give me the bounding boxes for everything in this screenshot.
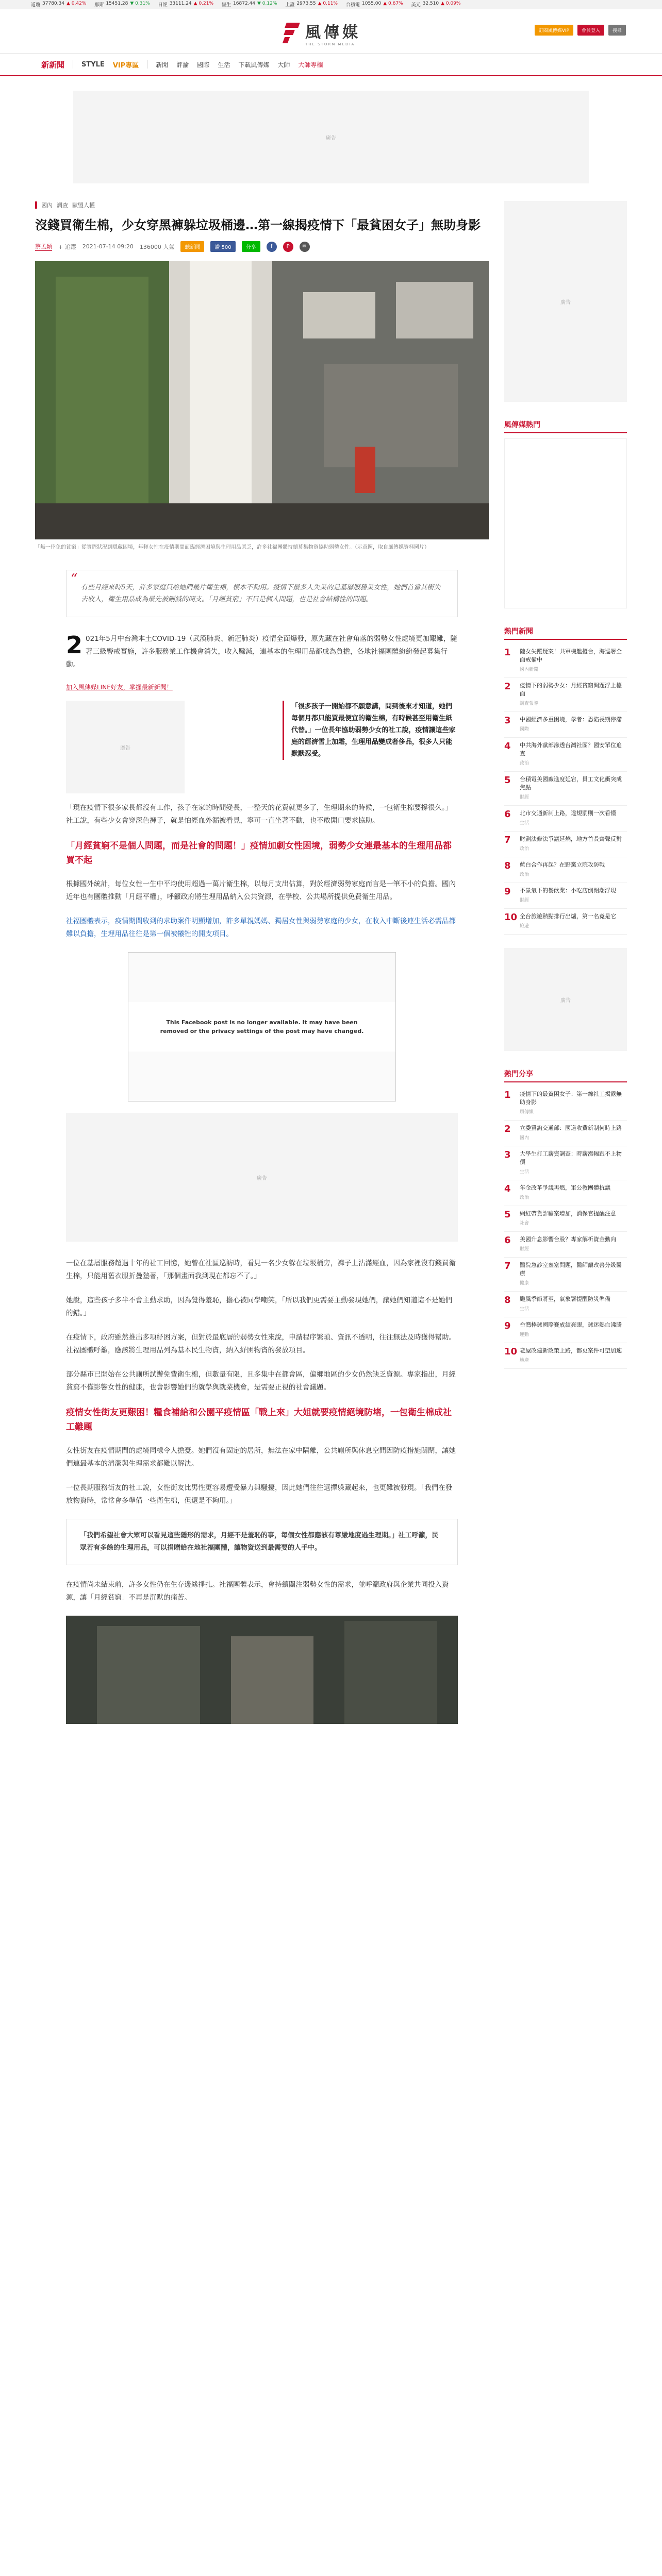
sidebar-heading: 熱門分享 [504, 1069, 627, 1082]
list-item[interactable]: 9 台灣棒球國際賽成績亮眼，球迷熱血沸騰 運動 [504, 1317, 627, 1343]
paragraph: 在疫情下，政府雖然推出多項紓困方案，但對於最底層的弱勢女性來說，申請程序繁瑣、資訊不透明，往往無法及時獲得幫助。社福團體呼籲，應該將生理用品列為基本民生物資，納入紓困物資的發放項目。 [66, 1333, 456, 1354]
facebook-icon[interactable]: f [267, 242, 277, 252]
list-item[interactable]: 10 全台旅遊熱點排行出爐，第一名竟是它 旅遊 [504, 909, 627, 935]
list-item[interactable]: 9 不景氣下的餐飲業：小吃店倒閉潮浮現 財經 [504, 883, 627, 909]
ticker-item[interactable]: 台積電 1055.00 ▲ 0.67% [345, 1, 403, 8]
alley-photo [35, 261, 489, 539]
list-item[interactable]: 6 北市交通新制上路，違規罰則一次看懂 生活 [504, 806, 627, 832]
list-item[interactable]: 7 醫院急診室壅塞問題，醫師籲改善分級醫療 健康 [504, 1258, 627, 1292]
nav-brand-vip[interactable]: VIP專區 [112, 61, 139, 70]
list-item[interactable]: 4 中共海外黨部滲透台灣社團？國安單位追查 政治 [504, 738, 627, 772]
list-item[interactable]: 6 美國升息影響台股？專家解析資金動向 財經 [504, 1232, 627, 1258]
hot-share-list [504, 1087, 627, 1369]
vip-subscribe-button[interactable]: 訂閱風傳媒VIP [535, 25, 573, 36]
list-item[interactable]: 5 網紅帶貨詐騙案增加，消保官提醒注意 社會 [504, 1206, 627, 1232]
breadcrumb-item[interactable]: 調查 [57, 202, 68, 209]
email-icon[interactable]: ✉ [300, 242, 310, 252]
paragraph: 社福團體表示，疫情期間收到的求助案件明顯增加，許多單親媽媽、獨居女性與弱勢家庭的少女，在收入中斷後連生活必需品都難以負擔，生理用品往往是第一個被犧牲的開支項目。 [66, 917, 456, 938]
listen-button[interactable]: 聽新聞 [180, 241, 204, 252]
street-photo [66, 1616, 458, 1724]
list-item[interactable]: 2 立委質詢交通部：國道收費新制何時上路 國內 [504, 1121, 627, 1146]
list-item[interactable]: 3 大學生打工薪資調查：時薪漲幅跟不上物價 生活 [504, 1146, 627, 1180]
paragraph: 在疫情尚未結束前，許多女性仍在生存邊緣掙扎。社福團體表示，會持續關注弱勢女性的需求，並呼籲政府與企業共同投入資源，讓「月經貧窮」不再是沉默的痛苦。 [66, 1581, 449, 1602]
breadcrumb-item[interactable]: 國內 [41, 202, 53, 209]
article [35, 201, 489, 1724]
list-item[interactable]: 1 疫情下的最貧困女子：第一線社工揭露無助身影 風傳媒 [504, 1087, 627, 1121]
logo-subtext: THE STORM MEDIA [305, 42, 355, 46]
storm-logo-icon [284, 22, 301, 44]
hero-image [35, 261, 489, 539]
highlight-box: 「我們希望社會大眾可以看見這些隱形的需求，月經不是羞恥的事，每個女性都應該有尊嚴地度過生理期。」社工呼籲，民眾若有多餘的生理用品，可以捐贈給在地社福團體，讓物資送到最需要的人手中。 [66, 1519, 458, 1565]
search-button[interactable]: 搜尋 [608, 25, 626, 36]
view-count: 136000 人氣 [139, 243, 175, 250]
nav-item-life[interactable]: 生活 [218, 61, 230, 69]
embed-unavailable-message: This Facebook post is no longer available. It may have been removed or the privacy settings of the post may have changed. [160, 1019, 364, 1035]
pinterest-icon[interactable]: P [283, 242, 293, 252]
ticker-item[interactable]: 道瓊 37780.34 ▲ 0.42% [31, 1, 87, 8]
article-title: 沒錢買衛生棉，少女穿黑褲躲垃圾桶邊…第一線揭疫情下「最貧困女子」無助身影 [35, 218, 481, 232]
ticker-item[interactable]: 恆生 16872.44 ▼ 0.12% [222, 1, 277, 8]
list-item[interactable]: 5 台積電美國廠進度延宕，員工文化衝突成焦點 財經 [504, 772, 627, 806]
inline-ad[interactable]: 廣告 [66, 701, 185, 793]
ticker-item[interactable]: 上證 2973.55 ▲ 0.11% [285, 1, 338, 8]
nav-item-news[interactable]: 新聞 [156, 61, 169, 69]
publish-date: 2021-07-14 09:20 [82, 243, 134, 250]
ticker-item[interactable]: 那斯 15451.28 ▼ 0.31% [94, 1, 150, 8]
paragraph: 「現在疫情下很多家長都沒有工作，孩子在家的時間變長，一整天的花費就更多了，生理期來的時候，一包衛生棉要撐很久。」社工說，有些少女會穿深色褲子，就是怕經血外漏被看見，寧可一直坐著不動，也不敢開口要求協助。 [66, 804, 453, 825]
paragraph: 女性街友在疫情期間的處境同樣令人擔憂。她們沒有固定的居所，無法在家中隔離，公共廁所與休息空間因防疫措施關閉，讓她們連最基本的清潔與生理需求都難以解決。 [66, 1447, 456, 1468]
article-body [66, 633, 458, 1724]
nav-brand-newnews[interactable]: 新新聞 [41, 60, 65, 70]
paragraph: 一位長期服務街友的社工說，女性街友比男性更容易遭受暴力與騷擾，因此她們往往選擇躲藏起來，也更難被發現。「我們在發放物資時，常常會多準備一些衛生棉，但還是不夠用。」 [66, 1484, 453, 1505]
mid-article-ad[interactable]: 廣告 [66, 1113, 458, 1242]
top-ad-banner[interactable]: 廣告 [73, 91, 589, 183]
article-summary: “ 有些月經來時5天，許多家庭只給她們幾片衛生棉，根本不夠用。疫情下最多人失業的是基層服務業女性，她們首當其衝失去收入，衛生用品成為最先被刪減的開支。「月經貧窮」不只是個人問題，也是社會結構性的問題。 [66, 570, 458, 617]
list-item[interactable]: 10 老屋改建新政策上路，都更案件可望加速 地產 [504, 1343, 627, 1369]
fb-like-button[interactable]: 讚 500 [210, 241, 235, 252]
nav-item-download[interactable]: 下載風傳媒 [238, 61, 270, 69]
list-item[interactable]: 8 颱風季節將至，氣象署提醒防災準備 生活 [504, 1292, 627, 1317]
member-login-button[interactable]: 會員登入 [577, 25, 604, 36]
line-follow-link[interactable]: 加入風傳媒LINE好友，掌握最新新聞！ [66, 684, 173, 691]
sidebar-heading: 風傳媒熱門 [504, 419, 627, 433]
hero-caption: 「無一倖免的貧窮」從實際狀況到隱藏困境，年輕女性在疫情期間面臨經濟困境與生理用品匱乏，許多社福團體持續募集物資協助弱勢女性。（示意圖，取自風傳媒資料圖片） [35, 545, 429, 550]
sidebar-heading: 熱門新聞 [504, 626, 627, 640]
hot-news-list [504, 644, 627, 935]
paragraph: 一位在基層服務超過十年的社工回憶，她曾在社區巡訪時，看見一名少女躲在垃圾桶旁，褲子上沾滿經血，因為家裡沒有錢買衛生棉，只能用舊衣服折疊墊著，「那個畫面我到現在都忘不了。」 [66, 1259, 456, 1280]
line-share-button[interactable]: 分享 [242, 241, 260, 252]
list-item[interactable]: 7 財劃法修法爭議延燒，地方首長齊聲反對 政治 [504, 832, 627, 857]
author-link[interactable]: 蔡孟穎 [35, 243, 52, 250]
list-item[interactable]: 4 年金改革爭議再燃，軍公教團體抗議 政治 [504, 1180, 627, 1206]
list-item[interactable]: 3 中國經濟多重困境，學者：恐陷長期停滯 國際 [504, 712, 627, 738]
site-header [0, 9, 662, 54]
section-heading: 疫情女性街友更艱困！糧食補給和公園平疫情區「戰上來」大姐就要疫情絕境防堵，一包衛生棉成社工難題 [66, 1408, 452, 1432]
nav-item-opinion[interactable]: 評論 [176, 61, 189, 69]
main-nav [0, 54, 662, 76]
list-item[interactable]: 1 陸女失蹤疑案！共軍機艦擾台，海巡署全面戒備中 國內新聞 [504, 644, 627, 678]
breadcrumb-item[interactable]: 歐盟人權 [72, 202, 95, 209]
paragraph: 部分縣市已開始在公共廁所試辦免費衛生棉，但數量有限，且多集中在都會區，偏鄉地區的少女仍然缺乏資源。專家指出，月經貧窮不僅影響女性的健康，也會影響她們的就學與就業機會，是需要正視的社會議題。 [66, 1370, 456, 1392]
nav-item-highlight[interactable]: 大師專欄 [298, 61, 323, 69]
nav-brand-style[interactable]: STYLE [81, 60, 105, 69]
article-meta [35, 241, 489, 252]
section-heading: 「月經貧窮不是個人問題，而是社會的問題！」疫情加劇女性困境，弱勢少女連最基本的生理用品都買不起 [66, 841, 452, 866]
breadcrumb [35, 201, 489, 209]
list-item[interactable]: 8 藍白合作再起？在野黨立院攻防戰 政治 [504, 857, 627, 883]
sidebar [504, 201, 627, 1369]
nav-item-masters[interactable]: 大師 [277, 61, 290, 69]
ticker-item[interactable]: 日經 33111.24 ▲ 0.21% [158, 1, 214, 8]
paragraph: 2 021年5月中台灣本土COVID-19（武漢肺炎、新冠肺炎）疫情全面爆發，原先藏在社會角落的弱勢女性處境更加艱難，隨著三級警戒實施，許多服務業工作機會消失，收入驟減，連基本的生理用品都成為負擔，各地社福團體紛紛發起募集行動。 [66, 631, 457, 669]
paragraph: 她說，這些孩子多半不會主動求助，因為覺得羞恥，擔心被同學嘲笑，「所以我們更需要主動發現她們，讓她們知道這不是她們的錯。」 [66, 1296, 453, 1317]
sidebar-ad-middle[interactable]: 廣告 [504, 948, 627, 1051]
stock-ticker [0, 0, 662, 9]
logo-text: 風傳媒 [305, 24, 361, 42]
ticker-item[interactable]: 美元 32.510 ▲ 0.09% [411, 1, 461, 8]
quote-icon: “ [71, 571, 78, 587]
sidebar-ad-top[interactable]: 廣告 [504, 201, 627, 402]
pull-quote: 「很多孩子一開始都不願意講，問到後來才知道，她們每個月都只能買最便宜的衛生棉，有時候甚至用衛生紙代替。」一位長年協助弱勢少女的社工說，疫情讓這些家庭的經濟雪上加霜，生理用品變成奢侈品，很多人只能默默忍受。 [283, 701, 458, 760]
list-item[interactable]: 2 疫情下的弱勢少女：月經貧窮問題浮上檯面 調查報導 [504, 678, 627, 712]
sidebar-widget [504, 438, 627, 608]
paragraph: 根據國外統計，每位女性一生中平均使用超過一萬片衛生棉，以每月支出估算，對於經濟弱勢家庭而言是一筆不小的負擔。國內近年也有團體推動「月經平權」，呼籲政府將生理用品納入公共資源，在學校、公共場所提供免費衛生用品。 [66, 880, 456, 901]
drop-cap: 2 [66, 631, 83, 659]
follow-button[interactable]: + 追蹤 [58, 243, 76, 250]
facebook-embed[interactable] [128, 952, 396, 1101]
nav-item-world[interactable]: 國際 [197, 61, 210, 69]
article-photo [66, 1616, 458, 1724]
site-logo[interactable] [284, 20, 361, 46]
